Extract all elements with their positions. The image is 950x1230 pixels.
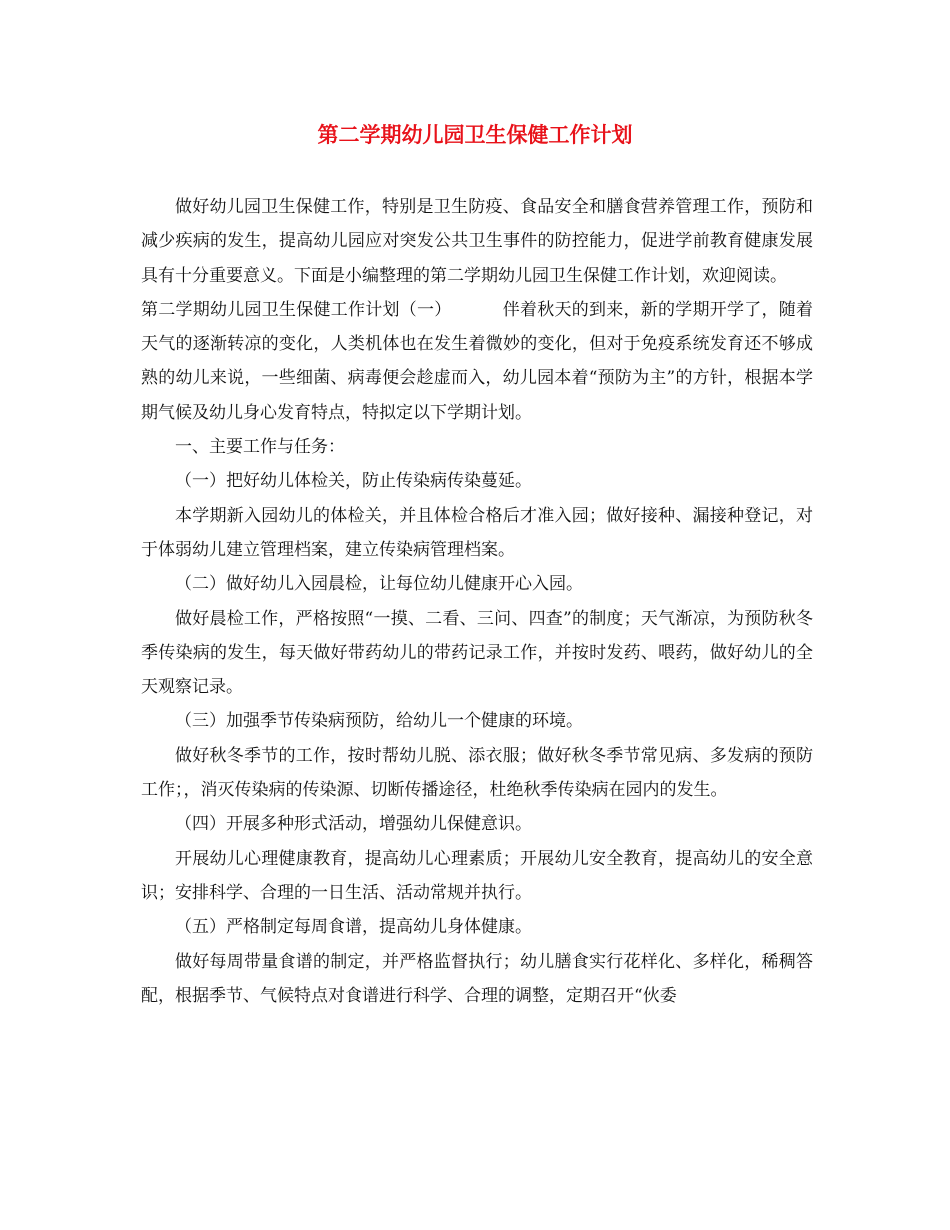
item-text: 开展幼儿心理健康教育，提高幼儿心理素质；开展幼儿安全教育，提高幼儿的安全意识；安排科学、合理的一日生活、活动常规并执行。: [141, 848, 813, 903]
item-text: 本学期新入园幼儿的体检关，并且体检合格后才准入园；做好接种、漏接种登记，对于体弱幼儿建立管理档案，建立传染病管理档案。: [141, 505, 813, 560]
intro-paragraph: 做好幼儿园卫生保健工作，特别是卫生防疫、食品安全和膳食营养管理工作，预防和减少疾病的发生，提高幼儿园应对突发公共卫生事件的防控能力，促进学前教育健康发展具有十分重要意义。下面是小编整理的第二学期幼儿园卫生保健工作计划，欢迎阅读。: [141, 197, 813, 286]
item-heading: （四）开展多种形式活动，增强幼儿保健意识。: [175, 814, 532, 835]
section-one-paragraph: [141, 293, 813, 430]
item-text: 做好每周带量食谱的制定，并严格监督执行；幼儿膳食实行花样化、多样化，稀稠答配，根据季节、气候特点对食谱进行科学、合理的调整，定期召开“伙委: [141, 951, 813, 1006]
section-one-heading: 第二学期幼儿园卫生保健工作计划（一）: [141, 299, 452, 320]
document-body: [141, 190, 813, 1013]
item-heading: （五）严格制定每周食谱，提高幼儿身体健康。: [175, 917, 532, 938]
item-heading: （一）把好幼儿体检关，防止传染病传染蔓延。: [175, 471, 532, 492]
item-text: 做好晨检工作，严格按照“一摸、二看、三问、四查”的制度；天气渐凉，为预防秋冬季传染病的发生，每天做好带药幼儿的带药记录工作，并按时发药、喂药，做好幼儿的全天观察记录。: [141, 608, 813, 698]
item-heading: （二）做好幼儿入园晨检，让每位幼儿健康开心入园。: [175, 574, 583, 595]
document-title: 第二学期幼儿园卫生保健工作计划: [317, 123, 633, 147]
item-text: 做好秋冬季节的工作，按时帮幼儿脱、添衣服；做好秋冬季节常见病、多发病的预防工作；，消灭传染病的传染源、切断传播途径，杜绝秋季传染病在园内的发生。: [141, 745, 813, 801]
item-heading: （三）加强季节传染病预防，给幼儿一个健康的环境。: [175, 711, 583, 732]
part-one-heading: 一、主要工作与任务：: [175, 437, 345, 458]
section-one-text: 伴着秋天的到来，新的学期开学了，随着天气的逐渐转凉的变化，人类机体也在发生着微妙的变化，但对于免疫系统发育还不够成熟的幼儿来说，一些细菌、病毒便会趁虚而入，幼儿园本着“预防为主”的方针，根据本学期气候及幼儿身心发育特点，特拟定以下学期计划。: [141, 299, 813, 423]
